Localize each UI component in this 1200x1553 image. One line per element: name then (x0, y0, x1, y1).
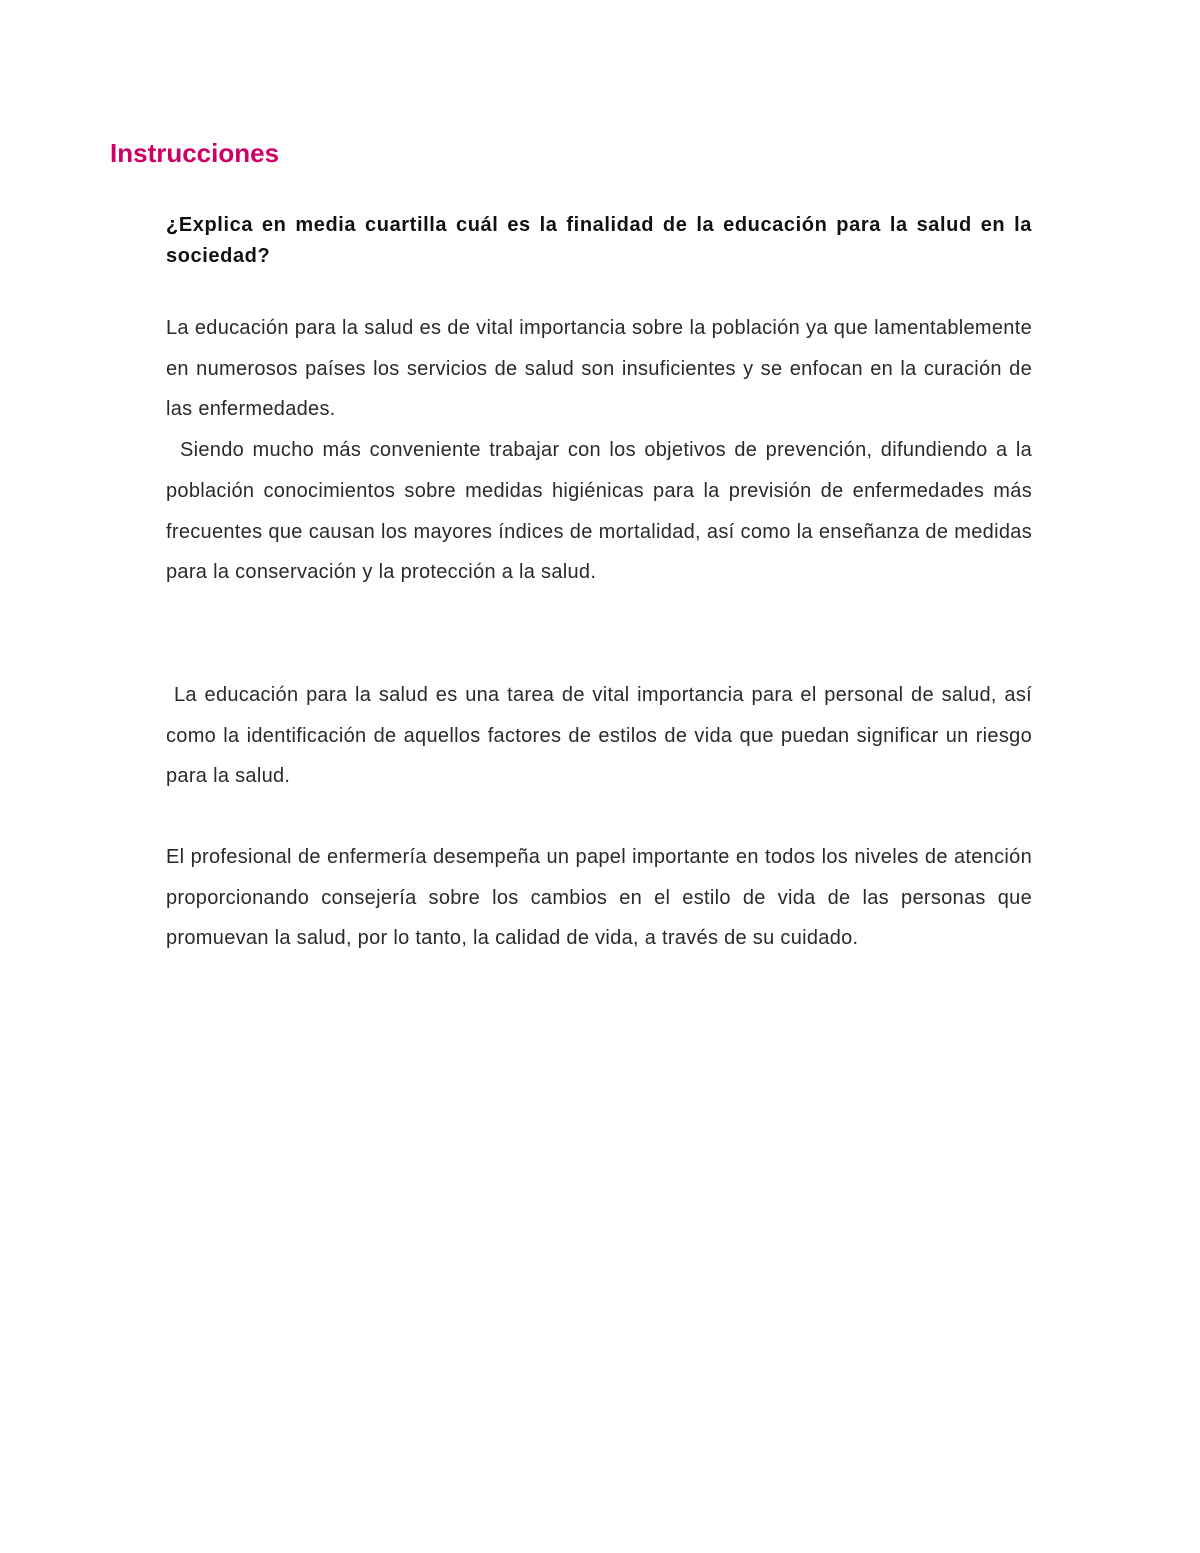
question-text: ¿Explica en media cuartilla cuál es la finalidad de la educación para la salud en la sociedad? (166, 214, 1032, 267)
paragraph-4: El profesional de enfermería desempeña un papel importante en todos los niveles de atención proporcionando consejería sobre los cambios en el estilo de vida de las personas que promuevan la salud, por lo tanto, la calidad de vida, a través de su cuidado. (166, 846, 1032, 950)
document-body (166, 210, 1032, 959)
heading-instrucciones: Instrucciones (110, 138, 280, 168)
paragraph-1: La educación para la salud es de vital importancia sobre la población ya que lamentablemente en numerosos países los servicios de salud son insuficientes y se enfocan en la curación de las enfermedades. (166, 317, 1032, 421)
paragraph-2: Siendo mucho más conveniente trabajar con los objetivos de prevención, difundiendo a la población conocimientos sobre medidas higiénicas para la previsión de enfermedades más frecuentes que causan los mayores índices de mortalidad, así como la enseñanza de medidas para la conservación y la protección a la salud. (166, 439, 1032, 584)
paragraph-3: La educación para la salud es una tarea de vital importancia para el personal de salud, así como la identificación de aquellos factores de estilos de vida que puedan significar un riesgo para la salud. (166, 683, 1032, 788)
